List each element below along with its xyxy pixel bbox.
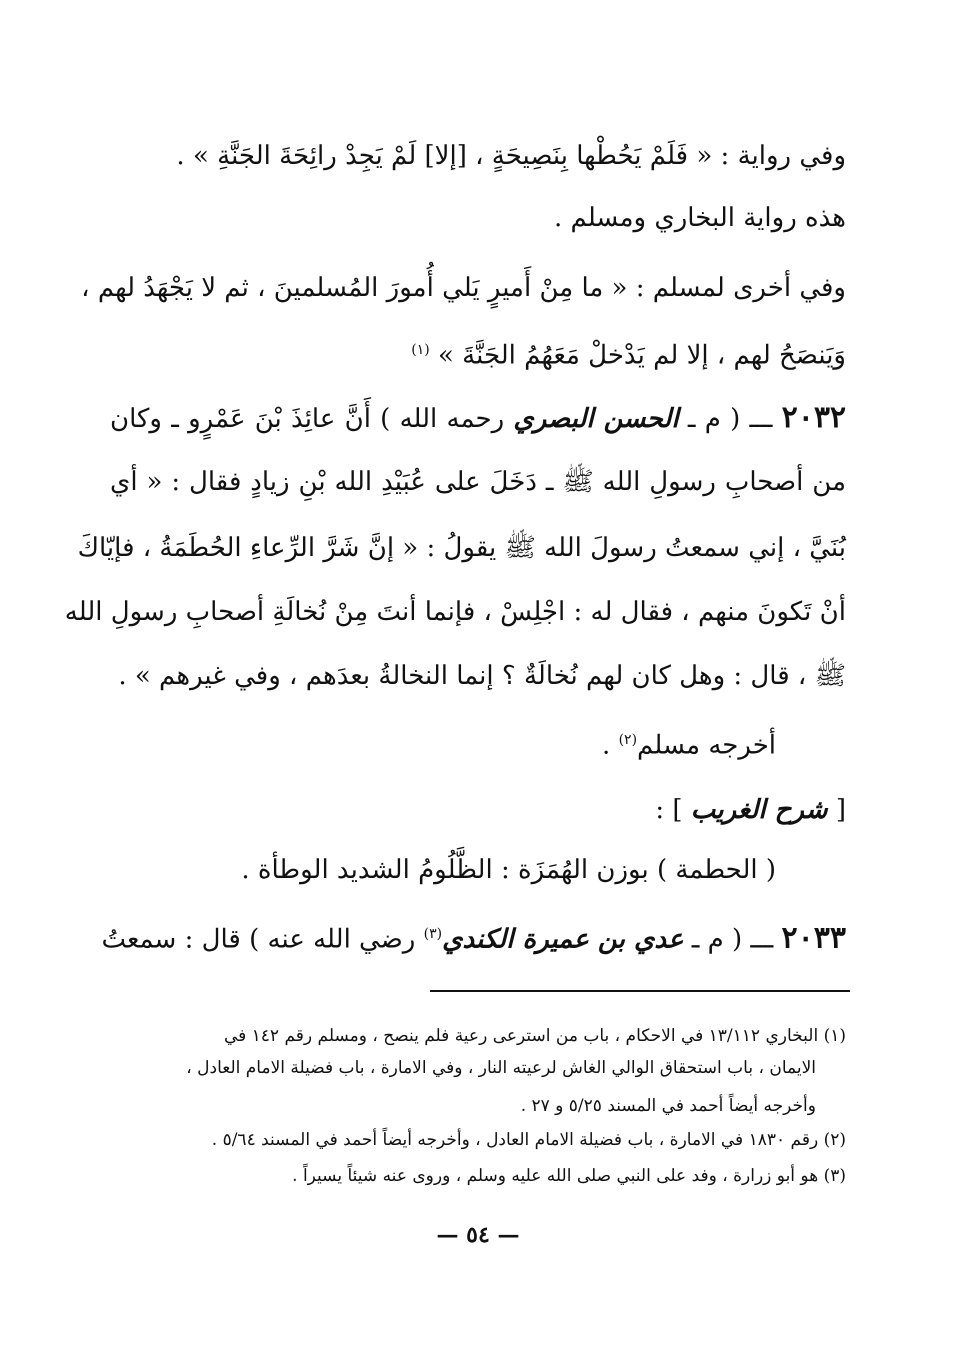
footnote-separator [430,990,850,992]
footnote-ref-2[interactable]: (٢) [618,732,638,748]
footnote-3: (٣) هو أبو زرارة ، وفد على النبي صلى الله عليه وسلم ، وروى عنه شيئاً يسيراً . [292,1166,846,1186]
text-line-12: ( الحطمة ) بوزن الهُمَزَة : الظَّلُومُ الشديد الوطأة . [241,855,776,885]
hadith-number-2033: ٢٠٣٣ [781,920,846,956]
hadith-number-2032: ٢٠٣٢ [781,400,847,435]
hadith-2032-rest: رحمه الله ) أَنَّ عائِذَ بْنَ عَمْرٍو ـ وكان [110,404,505,434]
heading-bracket-open: [ [835,795,846,825]
footnote-ref-1[interactable]: (١) [411,342,430,358]
heading-bracket-close: ] [672,795,683,825]
hadith-2033-heading [101,914,846,960]
takhrij-text: أخرجه مسلم [637,730,776,761]
footnote-ref-3[interactable]: (٣) [423,926,443,942]
text-line-9: ﷺ ، قال : وهل كان لهم نُخالَةٌ ؟ إنما النخالةُ بعدَهم ، وفي غيرهم » . [118,661,846,691]
heading-colon: : [655,795,665,825]
text-line-4 [110,330,846,376]
footnote-1-line-3: وأخرجه أيضاً أحمد في المسند ٥/٢٥ و ٢٧ . [520,1096,816,1116]
text-line-10 [110,720,776,766]
hadith-2032-heading [110,398,846,439]
hadith-2033-dash: ـــ ( م ـ [691,924,774,955]
page-number: — ٥٤ — [436,1222,520,1248]
narrator-name-2033: عدي بن عميرة الكندي [442,924,684,955]
text-line-2: هذه رواية البخاري ومسلم . [553,203,846,233]
text-line-6: من أصحابِ رسولِ الله ﷺ ـ دَخَلَ على عُبَيْدِ الله بْنِ زيادٍ فقال : « أي [110,467,846,497]
takhrij-end: . [602,730,611,761]
hadith-2033-rest: رضي الله عنه ) قال : سمعتُ [101,924,416,955]
text-line-7: بُنَيَّ ، إني سمعتُ رسولَ الله ﷺ يقولُ : « إنَّ شَرَّ الرِّعاءِ الحُطَمَةُ ، فإيّاكَ [77,533,846,563]
section-heading-gharib [110,790,846,830]
text-line-3: وفي أخرى لمسلم : « ما مِنْ أَميرٍ يَلي أُمورَ المُسلمينَ ، ثم لا يَجْهَدُ لهم ، [81,273,846,303]
footnote-1-line-2: الايمان ، باب استحقاق الوالي الغاش لرعيته النار ، وفي الامارة ، باب فضيلة الامام العادل ، [186,1058,816,1078]
narrator-name-2032: الحسن البصري [513,404,679,434]
text-line-8: أنْ تَكونَ منهم ، فقال له : اجْلِسْ ، فإنما أنتَ مِنْ نُخالَةِ أصحابِ رسولِ الله [64,597,846,627]
text-line-1: وفي رواية : « فَلَمْ يَحُطْها بِنَصِيحَةٍ ، [إلا] لَمْ يَجِدْ رائِحَةَ الجَنَّةِ » . [176,141,846,171]
heading-title: شرح الغريب [690,795,828,825]
hadith-2032-dash: ـــ ( م ـ [687,404,773,434]
footnote-1-line-1: (١) البخاري ١٣/١١٢ في الاحكام ، باب من استرعى رعية فلم ينصح ، ومسلم رقم ١٤٢ في [223,1026,846,1046]
footnote-2: (٢) رقم ١٨٣٠ في الامارة ، باب فضيلة الامام العادل ، وأخرجه أيضاً أحمد في المسند ٥/٦٤ . [211,1130,846,1150]
text-line-4-body: وَيَنصَحُ لهم ، إلا لم يَدْخلْ مَعَهُمُ الجَنَّةَ » [438,340,846,371]
